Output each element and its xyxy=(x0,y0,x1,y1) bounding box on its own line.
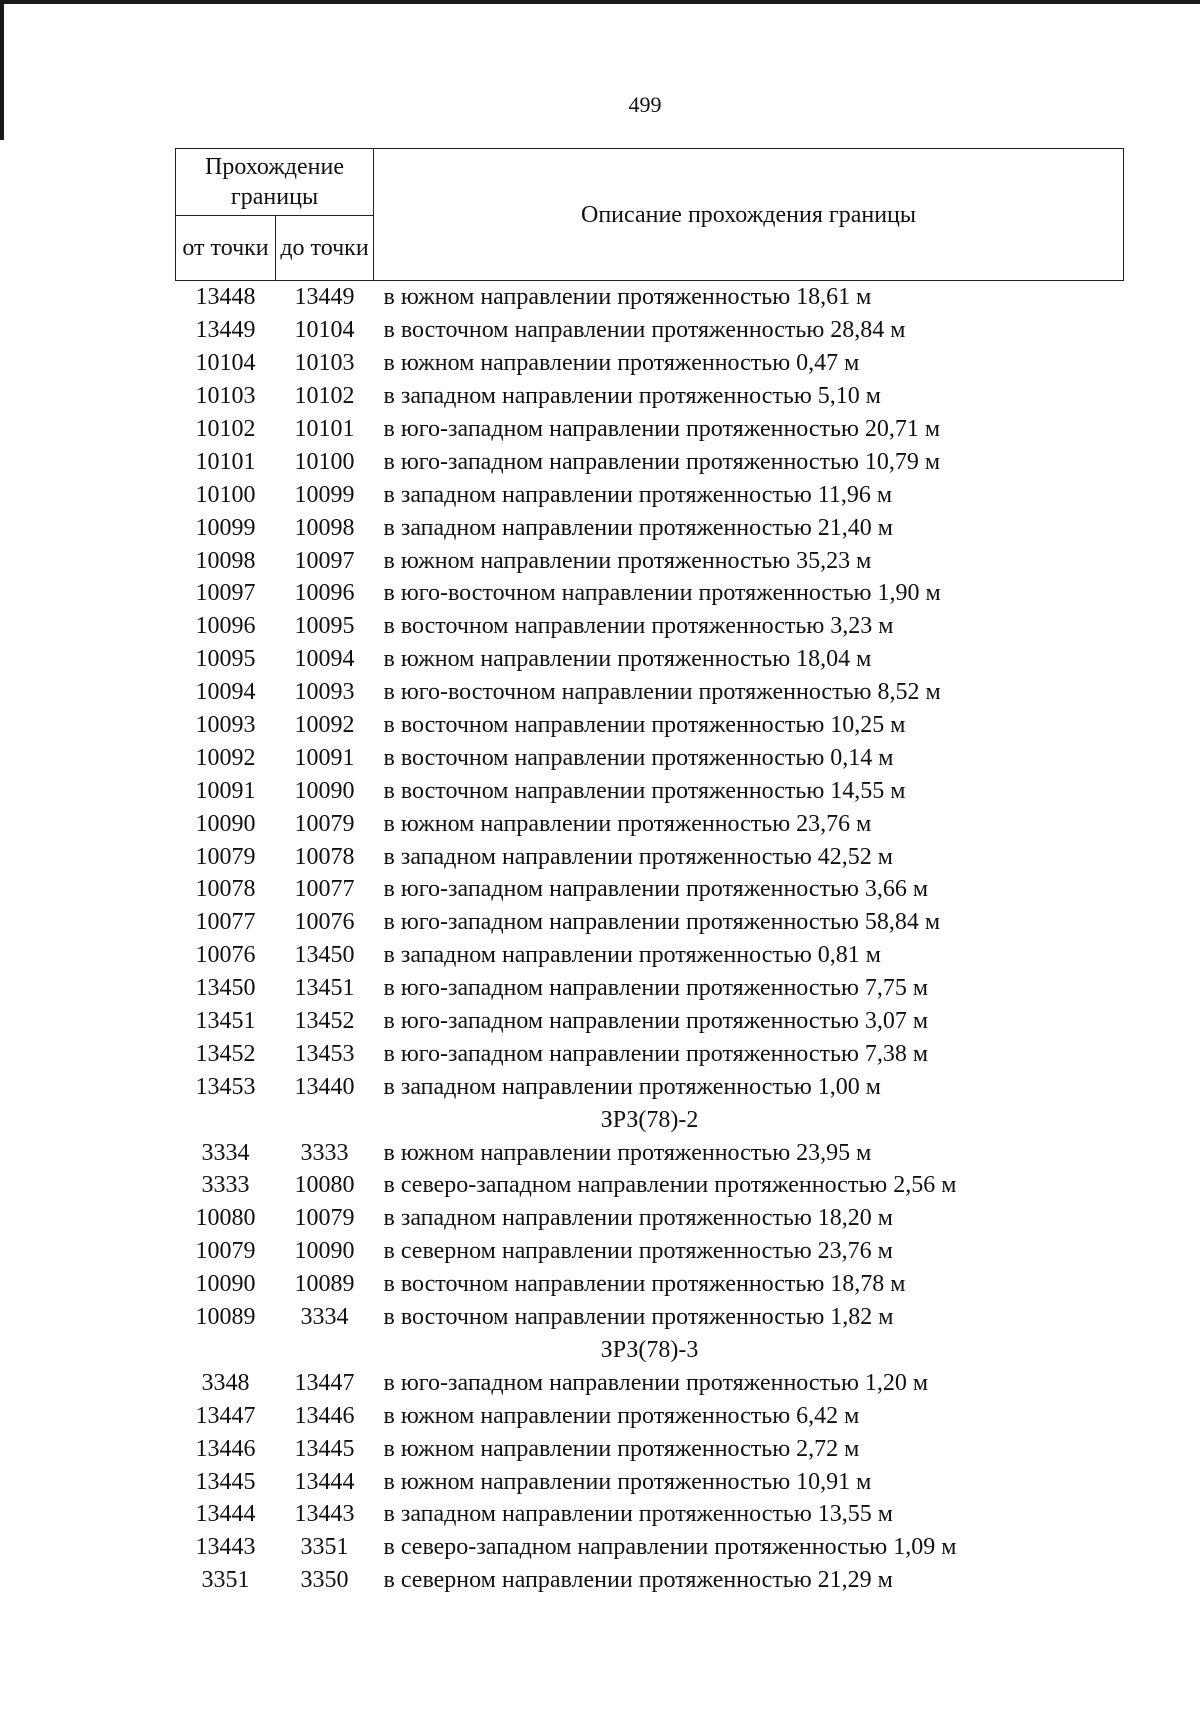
table-row xyxy=(176,544,1124,577)
table-row xyxy=(176,511,1124,544)
header-boundary-passage: Прохождение границы xyxy=(176,149,374,216)
description-cell: в восточном направлении протяженностью 3,23 м xyxy=(383,613,894,640)
description-cell: в южном направлении протяженностью 10,91 м xyxy=(383,1468,872,1495)
description-cell: в западном направлении протяженностью 0,81 м xyxy=(383,942,881,969)
table-row xyxy=(176,1465,1124,1498)
from-point-cell: 10078 xyxy=(195,876,256,903)
from-point-cell: 3334 xyxy=(201,1139,250,1166)
to-point-cell: 10102 xyxy=(294,383,355,410)
table-row xyxy=(176,1005,1124,1038)
table-row xyxy=(176,1136,1124,1169)
from-point-cell: 13448 xyxy=(195,284,256,311)
description-cell: в южном направлении протяженностью 18,04 м xyxy=(383,646,872,673)
from-point-cell: 13445 xyxy=(195,1468,256,1495)
table-body xyxy=(176,281,1124,1597)
from-point-cell: 10090 xyxy=(195,810,256,837)
description-cell: в западном направлении протяженностью 21,40 м xyxy=(383,514,893,541)
from-point-cell: 10098 xyxy=(195,547,256,574)
table-row xyxy=(176,873,1124,906)
from-point-cell: 13452 xyxy=(195,1040,256,1067)
from-point-cell: 10079 xyxy=(195,1238,256,1265)
description-cell: в северном направлении протяженностью 21,29 м xyxy=(383,1567,893,1594)
description-cell: в юго-западном направлении протяженностью 1,20 м xyxy=(383,1369,929,1396)
to-point-cell: 10098 xyxy=(294,514,355,541)
description-cell: в западном направлении протяженностью 13,55 м xyxy=(383,1501,893,1528)
to-point-cell: 3350 xyxy=(300,1567,349,1594)
header-to-point: до точки xyxy=(276,216,374,281)
table-row xyxy=(176,1070,1124,1103)
from-point-cell: 10089 xyxy=(195,1304,256,1331)
description-cell: в юго-западном направлении протяженностью 3,66 м xyxy=(383,876,929,903)
table-row xyxy=(176,281,1124,314)
scan-border-top xyxy=(0,0,1200,4)
description-cell: в южном направлении протяженностью 0,47 м xyxy=(383,350,860,377)
section-row xyxy=(176,1103,1124,1136)
section-row xyxy=(176,1334,1124,1367)
table-row xyxy=(176,709,1124,742)
description-cell: в юго-западном направлении протяженностью 10,79 м xyxy=(383,448,941,475)
table-row xyxy=(176,1564,1124,1597)
to-point-cell: 13440 xyxy=(294,1073,355,1100)
to-point-cell: 10101 xyxy=(294,416,355,442)
table-header xyxy=(176,149,1124,281)
from-point-cell: 10095 xyxy=(195,646,256,673)
description-cell: в юго-западном направлении протяженностью 3,07 м xyxy=(383,1008,929,1035)
from-point-cell: 3348 xyxy=(201,1369,250,1396)
description-cell: в восточном направлении протяженностью 18,78 м xyxy=(383,1271,906,1298)
page-number: 499 xyxy=(628,92,662,117)
to-point-cell: 13453 xyxy=(294,1040,355,1067)
description-cell: в северном направлении протяженностью 23,76 м xyxy=(383,1238,893,1265)
table-row xyxy=(176,1432,1124,1465)
from-point-cell: 10100 xyxy=(195,481,256,508)
table-row xyxy=(176,314,1124,347)
boundary-table xyxy=(175,148,1124,1597)
from-point-cell: 10097 xyxy=(195,580,256,607)
to-point-cell: 10079 xyxy=(294,1205,355,1232)
header-from-point: от точки xyxy=(176,216,276,281)
scan-border-left xyxy=(0,0,4,140)
to-point-cell: 3351 xyxy=(300,1534,349,1561)
table-row xyxy=(176,413,1124,446)
table-row xyxy=(176,347,1124,380)
description-cell: в восточном направлении протяженностью 10,25 м xyxy=(383,712,906,739)
to-point-cell: 10100 xyxy=(294,448,355,475)
to-point-cell: 13447 xyxy=(294,1369,355,1396)
table-row xyxy=(176,1498,1124,1531)
to-point-cell: 10095 xyxy=(294,613,355,640)
to-point-cell: 10099 xyxy=(294,481,355,508)
from-point-cell: 13444 xyxy=(195,1501,256,1528)
table-row xyxy=(176,1366,1124,1399)
from-point-cell: 10103 xyxy=(195,383,256,410)
description-cell: в юго-западном направлении протяженностью 20,71 м xyxy=(383,416,941,442)
from-point-cell: 13446 xyxy=(195,1435,256,1462)
from-point-cell: 10099 xyxy=(195,514,256,541)
description-cell: в восточном направлении протяженностью 0,14 м xyxy=(383,744,894,771)
description-cell: в западном направлении протяженностью 18,20 м xyxy=(383,1205,893,1232)
section-title: ЗРЗ(78)-2 xyxy=(600,1106,699,1133)
table-row xyxy=(176,1268,1124,1301)
from-point-cell: 10092 xyxy=(195,744,256,771)
table-row xyxy=(176,478,1124,511)
description-cell: в южном направлении протяженностью 23,95 м xyxy=(383,1139,872,1166)
description-cell: в южном направлении протяженностью 23,76 м xyxy=(383,810,872,837)
from-point-cell: 13443 xyxy=(195,1534,256,1561)
to-point-cell: 10089 xyxy=(294,1271,355,1298)
to-point-cell: 10080 xyxy=(294,1172,355,1199)
table-row xyxy=(176,1169,1124,1202)
description-cell: в юго-восточном направлении протяженностью 8,52 м xyxy=(383,679,941,706)
table-row xyxy=(176,380,1124,413)
description-cell: в северо-западном направлении протяженностью 1,09 м xyxy=(383,1534,957,1561)
description-cell: в восточном направлении протяженностью 28,84 м xyxy=(383,317,906,344)
table-row xyxy=(176,1531,1124,1564)
section-title: ЗРЗ(78)-3 xyxy=(600,1336,699,1363)
from-point-cell: 13450 xyxy=(195,975,256,1002)
description-cell: в юго-западном направлении протяженностью 58,84 м xyxy=(383,909,941,936)
from-point-cell: 10104 xyxy=(195,350,256,377)
table-row xyxy=(176,840,1124,873)
to-point-cell: 10091 xyxy=(294,744,355,771)
from-point-cell: 13453 xyxy=(195,1073,256,1100)
from-point-cell: 10102 xyxy=(195,416,256,442)
from-point-cell: 10094 xyxy=(195,679,256,706)
to-point-cell: 10092 xyxy=(294,712,355,739)
from-point-cell: 10076 xyxy=(195,942,256,969)
to-point-cell: 10090 xyxy=(294,777,355,804)
boundary-table-container xyxy=(175,148,1123,1597)
to-point-cell: 13451 xyxy=(294,975,355,1002)
from-point-cell: 13451 xyxy=(195,1008,256,1035)
to-point-cell: 10090 xyxy=(294,1238,355,1265)
description-cell: в западном направлении протяженностью 1,00 м xyxy=(383,1073,881,1100)
table-row xyxy=(176,1037,1124,1070)
description-cell: в юго-восточном направлении протяженностью 1,90 м xyxy=(383,580,941,607)
table-row xyxy=(176,972,1124,1005)
to-point-cell: 10096 xyxy=(294,580,355,607)
to-point-cell: 3334 xyxy=(300,1304,349,1331)
description-cell: в южном направлении протяженностью 2,72 м xyxy=(383,1435,860,1462)
table-row xyxy=(176,774,1124,807)
to-point-cell: 13446 xyxy=(294,1402,355,1429)
description-cell: в западном направлении протяженностью 11,96 м xyxy=(383,481,893,508)
to-point-cell: 10094 xyxy=(294,646,355,673)
description-cell: в восточном направлении протяженностью 14,55 м xyxy=(383,777,906,804)
description-cell: в южном направлении протяженностью 18,61 м xyxy=(383,284,872,311)
to-point-cell: 10076 xyxy=(294,909,355,936)
description-cell: в восточном направлении протяженностью 1,82 м xyxy=(383,1304,894,1331)
to-point-cell: 13444 xyxy=(294,1468,355,1495)
from-point-cell: 10093 xyxy=(195,712,256,739)
description-cell: в южном направлении протяженностью 6,42 м xyxy=(383,1402,860,1429)
to-point-cell: 10093 xyxy=(294,679,355,706)
table-row xyxy=(176,676,1124,709)
to-point-cell: 10077 xyxy=(294,876,355,903)
table-row xyxy=(176,643,1124,676)
from-point-cell: 3351 xyxy=(201,1567,250,1594)
table-row xyxy=(176,1399,1124,1432)
description-cell: в юго-западном направлении протяженностью 7,75 м xyxy=(383,975,929,1002)
table-row xyxy=(176,939,1124,972)
from-point-cell: 13449 xyxy=(195,317,256,344)
description-cell: в северо-западном направлении протяженностью 2,56 м xyxy=(383,1172,957,1199)
to-point-cell: 13450 xyxy=(294,942,355,969)
from-point-cell: 10101 xyxy=(195,448,256,475)
to-point-cell: 10103 xyxy=(294,350,355,377)
to-point-cell: 10078 xyxy=(294,843,355,870)
to-point-cell: 13452 xyxy=(294,1008,355,1035)
table-row xyxy=(176,445,1124,478)
from-point-cell: 10096 xyxy=(195,613,256,640)
to-point-cell: 13449 xyxy=(294,284,355,311)
table-row xyxy=(176,807,1124,840)
description-cell: в южном направлении протяженностью 35,23 м xyxy=(383,547,872,574)
from-point-cell: 3333 xyxy=(201,1172,250,1199)
table-row xyxy=(176,906,1124,939)
description-cell: в западном направлении протяженностью 5,10 м xyxy=(383,383,881,410)
table-row xyxy=(176,1202,1124,1235)
to-point-cell: 13445 xyxy=(294,1435,355,1462)
to-point-cell: 10097 xyxy=(294,547,355,574)
to-point-cell: 3333 xyxy=(300,1139,349,1166)
table-row xyxy=(176,741,1124,774)
from-point-cell: 10077 xyxy=(195,909,256,936)
to-point-cell: 10079 xyxy=(294,810,355,837)
description-cell: в юго-западном направлении протяженностью 7,38 м xyxy=(383,1040,929,1067)
to-point-cell: 10104 xyxy=(294,317,355,344)
to-point-cell: 13443 xyxy=(294,1501,355,1528)
table-row xyxy=(176,610,1124,643)
from-point-cell: 10091 xyxy=(195,777,256,804)
from-point-cell: 13447 xyxy=(195,1402,256,1429)
from-point-cell: 10090 xyxy=(195,1271,256,1298)
table-row xyxy=(176,1235,1124,1268)
header-description: Описание прохождения границы xyxy=(374,149,1124,281)
table-row xyxy=(176,1301,1124,1334)
description-cell: в западном направлении протяженностью 42,52 м xyxy=(383,843,893,870)
from-point-cell: 10080 xyxy=(195,1205,256,1232)
table-row xyxy=(176,577,1124,610)
from-point-cell: 10079 xyxy=(195,843,256,870)
